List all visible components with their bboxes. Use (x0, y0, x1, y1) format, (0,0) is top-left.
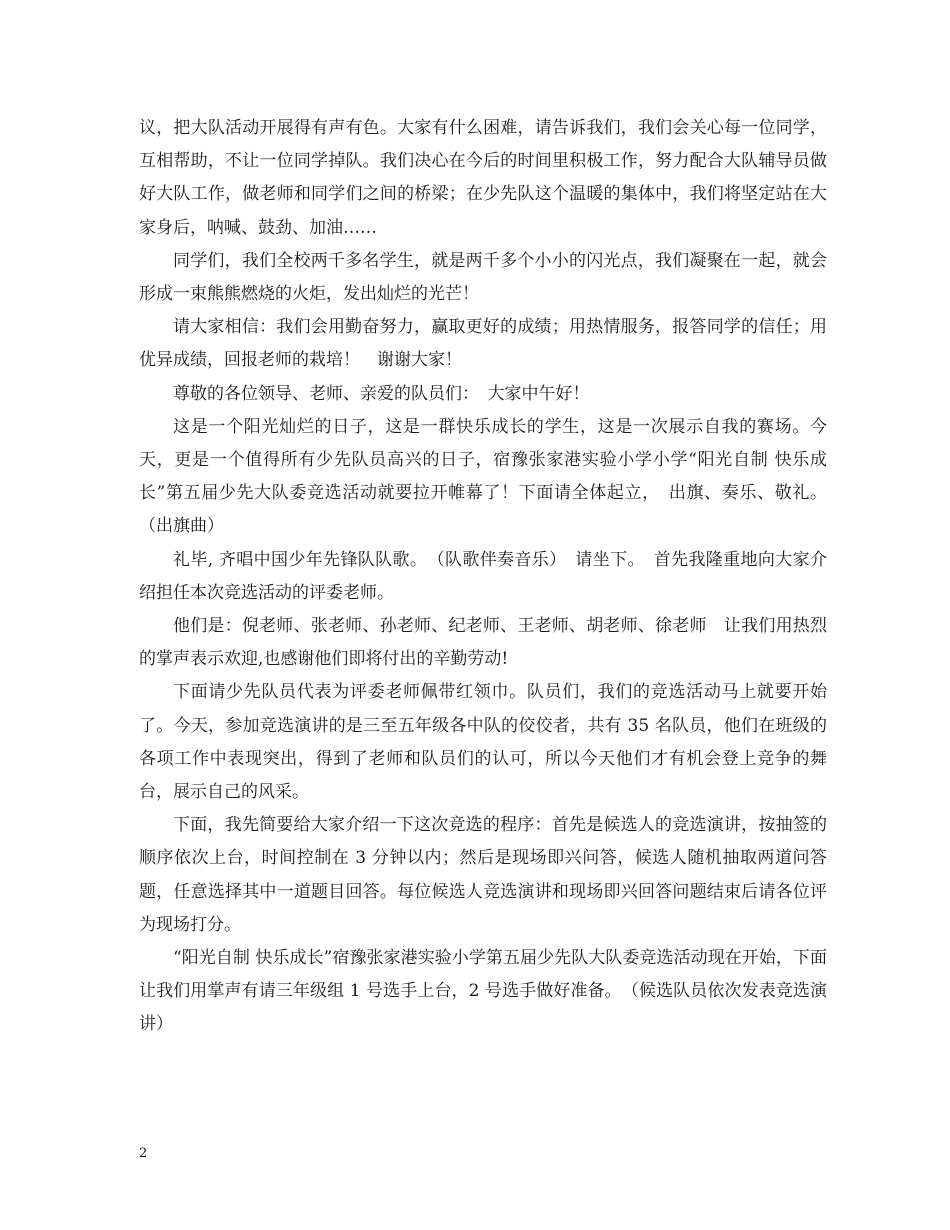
paragraph: 同学们，我们全校两千多名学生，就是两千多个小小的闪光点，我们凝聚在一起，就会形成一束熊熊燃烧的火炬，发出灿烂的光芒！ (139, 250, 827, 305)
paragraph: 礼毕, 齐唱中国少年先锋队队歌。 （队歌伴奏音乐） 请坐下。 首先我隆重地向大家介绍担任本次竞选活动的评委老师。 (139, 549, 827, 603)
page-number: 2 (139, 1146, 148, 1161)
paragraph: 请大家相信：我们会用勤奋努力，赢取更好的成绩；用热情服务，报答同学的信任；用优异成绩，回报老师的栽培！ 谢谢大家！ (139, 317, 827, 371)
document-body (139, 112, 827, 1042)
paragraph: 议，把大队活动开展得有声有色。大家有什么困难，请告诉我们，我们会关心每一位同学，互相帮助，不让一位同学掉队。我们决心在今后的时间里积极工作，努力配合大队辅导员做好大队工作，做老师和同学们之间的桥梁；在少先队这个温暖的集体中，我们将坚定站在大家身后，呐喊、鼓劲、加油…… (139, 118, 827, 238)
paragraph: 尊敬的各位领导、老师、亲爱的队员们： 大家中午好！ (173, 383, 590, 404)
paragraph: 这是一个阳光灿烂的日子，这是一群快乐成长的学生，这是一次展示自我的赛场。今天，更是一个值得所有少先队员高兴的日子，宿豫张家港实验小学小学“阳光自制 快乐成长”第五届少先大队委竞选活动就要拉开帷幕了！下面请全体起立， 出旗、奏乐、敬礼。（出旗曲） (139, 416, 827, 537)
paragraph: 下面，我先简要给大家介绍一下这次竞选的程序：首先是候选人的竞选演讲，按抽签的顺序依次上台，时间控制在 3 分钟以内；然后是现场即兴问答，候选人随机抽取两道问答题，任意选择其中一道题目回答。每位候选人竞选演讲和现场即兴回答问题结束后请各位评为现场打分。 (139, 815, 827, 935)
paragraph: “阳光自制 快乐成长”宿豫张家港实验小学第五届少先队大队委竞选活动现在开始，下面让我们用掌声有请三年级组 1 号选手上台，2 号选手做好准备。 （候选队员依次发表竞选演讲） (139, 948, 827, 1035)
paragraph: 下面请少先队员代表为评委老师佩带红领巾。队员们，我们的竞选活动马上就要开始了。今天，参加竞选演讲的是三至五年级各中队的佼佼者，共有 35 名队员，他们在班级的各项工作中表现突出，得到了老师和队员们的认可，所以今天他们才有机会登上竞争的舞台，展示自己的风采。 (139, 682, 827, 803)
paragraph: 他们是：倪老师、张老师、孙老师、纪老师、王老师、胡老师、徐老师 让我们用热烈的掌声表示欢迎,也感谢他们即将付出的辛勤劳动! (139, 616, 827, 670)
